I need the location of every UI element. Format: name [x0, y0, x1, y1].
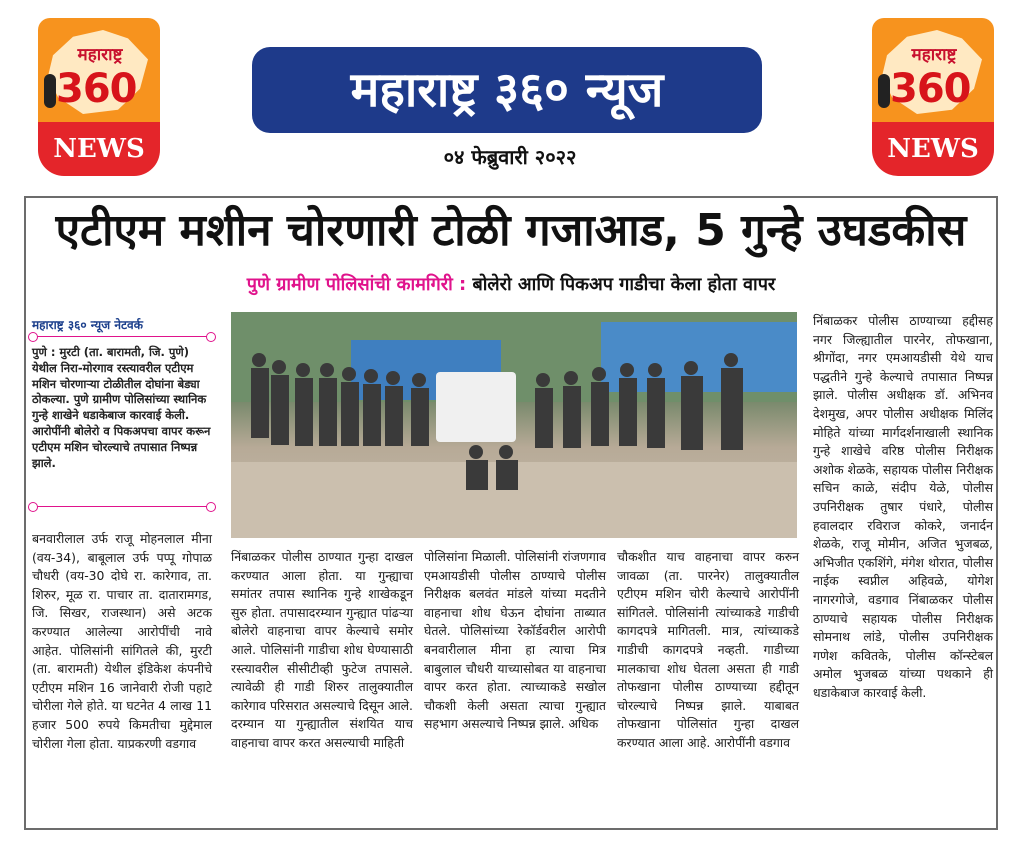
- masthead-title: महाराष्ट्र ३६० न्यूज: [350, 62, 664, 118]
- article-intro: पुणे : मुरटी (ता. बारामती, जि. पुणे) येथील निरा-मोरगाव रस्त्यावरील एटीएम मशिन चोरणाऱ्या टोळीतील दोघांना बेड्या ठोकल्या. पुणे ग्रामीण पोलिसांच्या स्थानिक गुन्हे शाखेने धडाकेबाज कारवाई केली. आरोपींनी बोलेरो व पिकअपचा वापर करून एटीएम मशिन चोरल्याचे तपासात निष्पन्न झाले.: [32, 345, 211, 470]
- article-column-4: चौकशीत याच वाहनाचा वापर करुन जावळा (ता. पारनेर) तालुक्यातील एटीएम मशिन चोरी केल्याचे आरोपींनी सांगितले. पोलिसांनी त्यांच्याकडे गाडीची कागदपत्रे मागितली. मात्र, त्यांच्याकडे गाडीची कागदपत्रे नव्हती. गाडीच्या मालकाचा शोध घेतला असता ही गाडी तोफखाना पोलीस ठाण्याच्या हद्दीतून चोरल्याचे निष्पन्न झाले. याबाबत तोफखाना पोलिसांत गुन्हा दाखल करण्यात आला आहे. आरोपींनी वडगाव: [617, 549, 799, 750]
- divider-bottom: [32, 506, 212, 507]
- logo-state-text: महाराष्ट्र: [911, 45, 957, 65]
- subheadline-text: बोलेरो आणि पिकअप गाडीचा केला होता वापर: [466, 274, 776, 295]
- article-column-5: निंबाळकर पोलीस ठाण्याच्या हद्दीसह नगर जिल्ह्यातील पारनेर, तोफखाना, श्रीगोंदा, नगर एमआयडीसी येथे याच पद्धतीने गुन्हे केल्याचे तपासात निष्पन्न झाले. पोलीस अधीक्षक डॉ. अभिनव देशमुख, अपर पोलीस अधीक्षक मिलिंद मोहिते यांच्या मार्गदर्शनाखाली स्थानिक गुन्हे शाखेचे वरिष्ठ पोलीस निरीक्षक अशोक शेळके, सहायक पोलीस निरीक्षक सचिन काळे, संदीप येळे, पोलीस उपनिरीक्षक तुषार पंधारे, पोलीस हवालदार रविराज कोकरे, जनार्दन शेळके, राजू मोमीन, अजित भुजबळ, अभिजीत एकशिंगे, मंगेश थोरात, पोलीस नाईक स्वप्नील अहिवळे, योगेश नागरगोजे, वडगाव निंबाळकर पोलीस ठाण्याचे सहायक पोलीस निरीक्षक सोमनाथ लांडे, पोलीस उपनिरीक्षक गणेश कवितके, पोलीस कॉन्स्टेबल अमोल भुजबळ यांच्या पथकाने ही धडाकेबाज कारवाई केली.: [813, 313, 993, 700]
- microphone-icon: [878, 74, 890, 108]
- microphone-icon: [44, 74, 56, 108]
- article-column-2: निंबाळकर पोलीस ठाण्यात गुन्हा दाखल करण्यात आला होता. या गुन्ह्याचा समांतर तपास स्थानिक गुन्हे शाखेकडून सुरु होता. तपासादरम्यान गुन्ह्यात पांढऱ्या बोलेरो वाहनाचा वापर केल्याचे समोर आले. पोलिसांनी गाडीचा शोध घेण्यासाठी रस्त्यावरील सीसीटीव्ही फुटेज तपासले. त्यावेळी ही गाडी शिरुर तालुक्यातील कारेगाव परिसरात असल्याचे दिसून आले. दरम्यान या गुन्ह्यातील संशयित याच वाहनाचा वापर करत असल्याची माहिती: [231, 549, 413, 750]
- logo-state-text: महाराष्ट्र: [77, 45, 123, 65]
- logo-news-banner: NEWS: [38, 122, 160, 176]
- article-photo: [231, 312, 797, 538]
- divider-top: [32, 336, 212, 337]
- group-photo-illustration: [231, 312, 797, 538]
- article-column-1: बनवारीलाल उर्फ राजू मोहनलाल मीना (वय-34), बाबूलाल उर्फ पप्पू गोपाळ चौधरी (वय-30 दोघे रा. कारेगाव, ता. शिरुर, मूळ रा. पाचार ता. दातारामगड, जि. सिखर, राजस्थान) असे अटक करण्यात आलेल्या आरोपींची नावे आहेत. पोलिसांनी सांगितले की, मुरटी (ता. बारामती) येथील इंडिकेश कंपनीचे एटीएम मशिन 16 जानेवारी रोजी पहाटे चोरीला गेले होते. या घटनेत 4 लाख 11 हजार 500 रुपये किमतीचा मुद्देमाल चोरीला गेला होता. याप्रकरणी वडगाव: [32, 531, 212, 751]
- article-subheadline: [26, 272, 996, 296]
- logo-number: 360: [56, 66, 137, 112]
- subheadline-highlight: पुणे ग्रामीण पोलिसांची कामगिरी :: [246, 274, 467, 295]
- masthead-banner: [252, 47, 762, 133]
- byline: महाराष्ट्र ३६० न्यूज नेटवर्क: [32, 318, 143, 332]
- logo-right: [872, 18, 994, 176]
- logo-news-banner: NEWS: [872, 122, 994, 176]
- article-headline: एटीएम मशीन चोरणारी टोळी गजाआड, 5 गुन्हे उघडकीस: [55, 205, 967, 256]
- article-column-3: पोलिसांना मिळाली. पोलिसांनी रांजणगाव एमआयडीसी पोलीस ठाण्याचे पोलीस निरीक्षक बलवंत मांडले यांच्या मदतीने वाहनाचा शोध घेऊन दोघांना ताब्यात घेतले. पोलिसांच्या रेकॉर्डवरील आरोपी बनवारीलाल मीना हा त्याचा मित्र बाबुलाल चौधरी याच्यासोबत या वाहनाचा वापर करत होता. त्याच्याकडे सखोल चौकशी केली असता त्याचा गुन्ह्यात सहभाग असल्याचे निष्पन्न झाले. अधिक: [424, 549, 606, 732]
- logo-number: 360: [890, 66, 971, 112]
- logo-left: [38, 18, 160, 176]
- publication-date: ०४ फेब्रुवारी २०२२: [443, 145, 577, 169]
